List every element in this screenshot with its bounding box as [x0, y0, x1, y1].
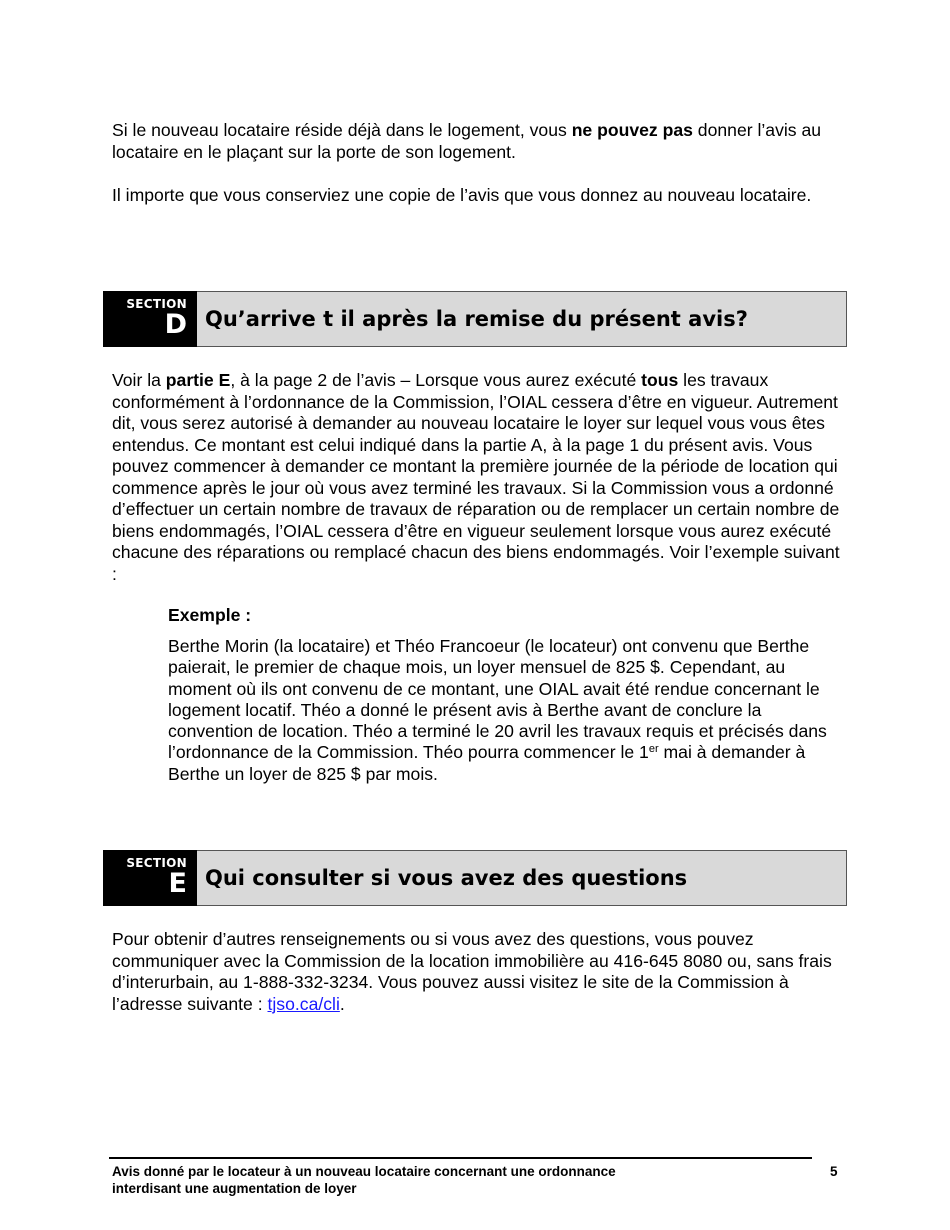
intro-paragraph-copy: Il importe que vous conserviez une copie de l’avis que vous donnez au nouveau locataire.	[112, 185, 812, 205]
section-e-title: Qui consulter si vous avez des questions	[205, 866, 688, 890]
section-e-badge	[103, 850, 197, 906]
intro-text: Si le nouveau locataire réside déjà dans le logement, vous	[112, 120, 572, 140]
bold-text: tous	[641, 370, 679, 390]
section-label: SECTION	[126, 856, 187, 870]
example-heading: Exemple :	[168, 605, 252, 625]
intro-bold-text: ne pouvez pas	[571, 120, 693, 140]
body-text: , à la page 2 de l’avis – Lorsque vous aurez exécuté	[230, 370, 642, 390]
section-d-title: Qu’arrive t il après la remise du présent avis?	[205, 307, 748, 331]
page-number: 5	[830, 1164, 838, 1179]
intro-paragraph-door	[112, 120, 842, 163]
section-e-header	[103, 850, 847, 906]
ordinal-superscript: er	[648, 743, 659, 756]
example-text: mai à demander à Berthe un loyer de 825 $ par mois.	[168, 742, 806, 784]
bold-text: partie E	[165, 370, 231, 390]
section-letter: D	[164, 309, 187, 340]
body-text: Pour obtenir d’autres renseignements ou si vous avez des questions, vous pouvez communiquer avec la Commission de la location immobilière au 416-645 8080 ou, sans frais d’interurbain, au 1-888-332-3234. Vous pouvez aussi visitez le site de la Commission à l’adresse suivante :	[112, 929, 832, 1014]
body-text: les travaux conformément à l’ordonnance de la Commission, l’OIAL cessera d’être en vigueur. Autrement dit, vous serez autorisé à demander au nouveau locataire le loyer sur lequel vous vous êtes entendus. Ce montant est celui indiqué dans la partie A, à la page 1 du présent avis. Vous pouvez commencer à demander ce montant la première journée de la période de location qui commence après le jour où vous avez terminé les travaux. Si la Commission vous a ordonné d’effectuer un certain nombre de travaux de réparation ou de remplacer un certain nombre de biens endommagés, l’OIAL cessera d’être en vigueur seulement lorsque vous aurez exécuté chacune des réparations ou remplacé chacun des biens endommagés. Voir l’exemple suivant :	[112, 370, 840, 584]
intro-text: donner l’avis au locataire en le plaçant sur la porte de son logement.	[112, 120, 822, 162]
body-text: Voir la	[112, 370, 166, 390]
footer-divider	[109, 1157, 812, 1159]
example-paragraph	[168, 636, 828, 785]
section-e-paragraph	[112, 929, 842, 1015]
footer-title: Avis donné par le locateur à un nouveau locataire concernant une ordonnance interdisant une augmentation de loyer	[112, 1164, 616, 1196]
body-text: .	[339, 993, 345, 1014]
tribunal-website-link[interactable]: tjso.ca/cli	[267, 993, 340, 1014]
section-d-badge	[103, 291, 197, 347]
section-label: SECTION	[126, 297, 187, 311]
example-text: Berthe Morin (la locataire) et Théo Francoeur (le locateur) ont convenu que Berthe paierait, le premier de chaque mois, un loyer mensuel de 825 $. Cependant, au moment où ils ont convenu de ce montant, une OIAL avait été rendue concernant le logement locatif. Théo a donné le présent avis à Berthe avant de conclure la convention de location. Théo a terminé le 20 avril les travaux requis et précisés dans l’ordonnance de la Commission. Théo pourra commencer le 1	[168, 636, 827, 763]
section-letter: E	[168, 868, 187, 899]
section-d-header	[103, 291, 847, 347]
section-d-paragraph	[112, 370, 842, 585]
